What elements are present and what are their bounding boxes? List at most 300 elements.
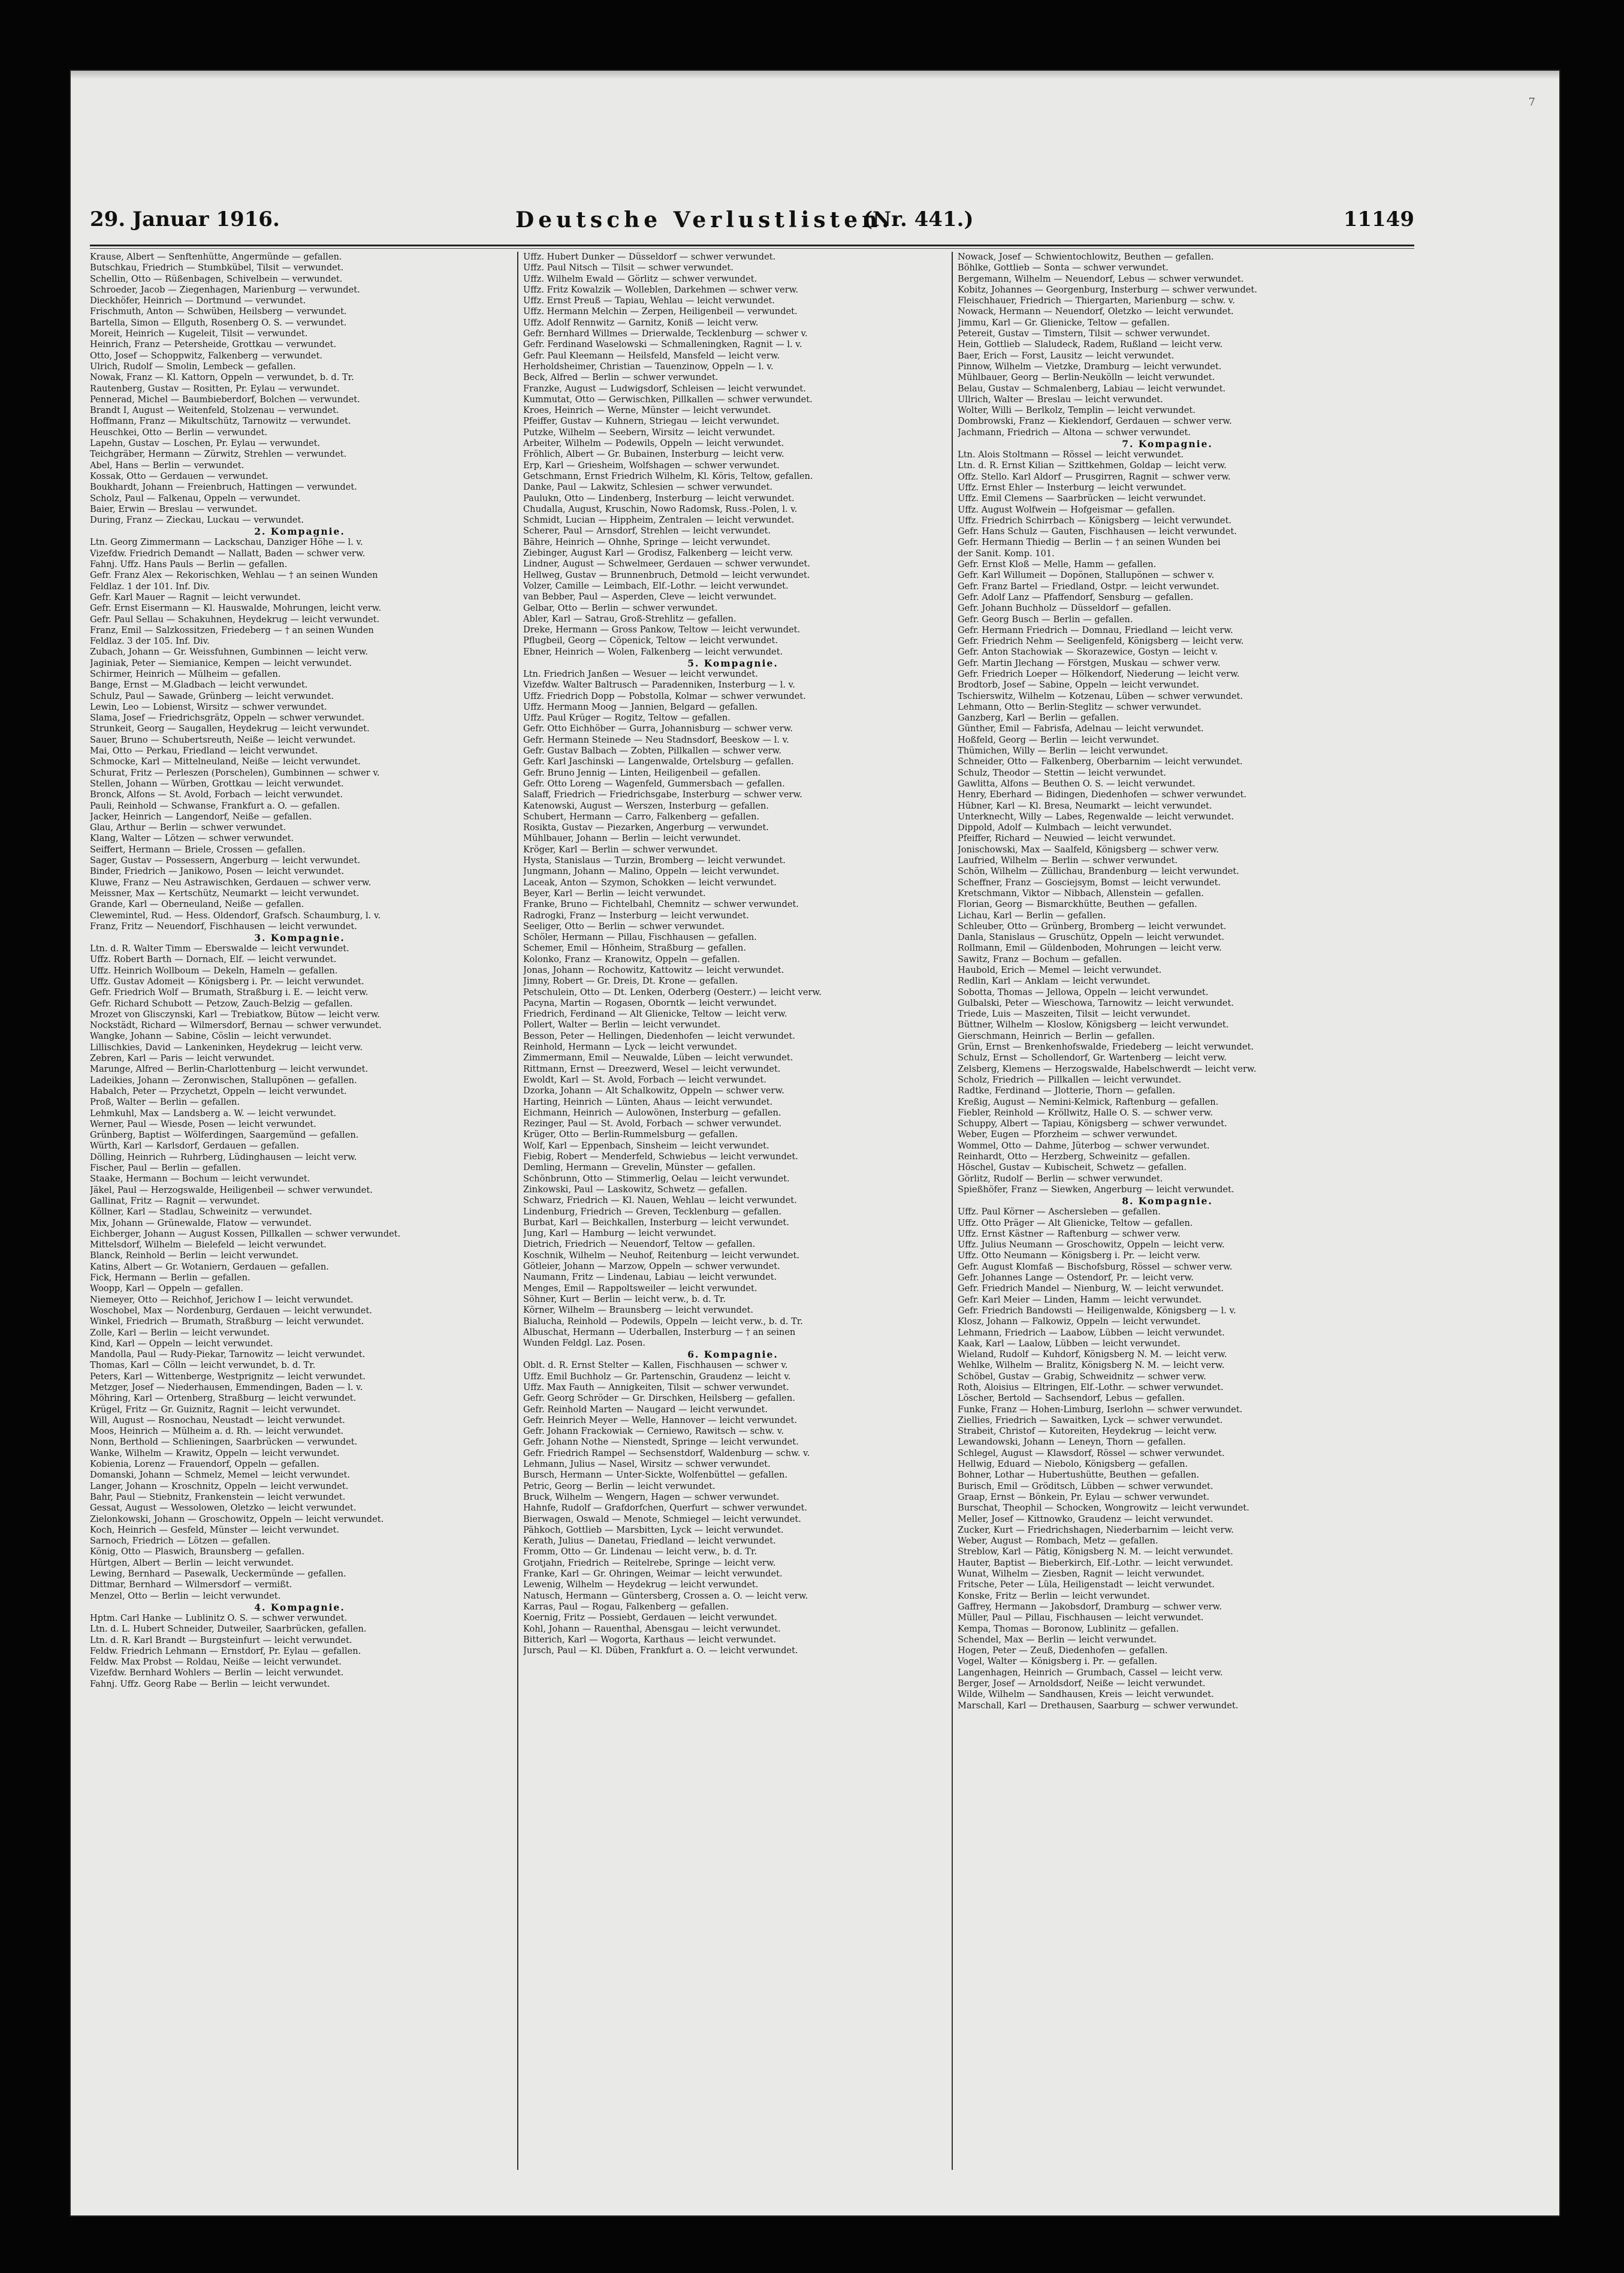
casualty-entry: Gefr. Bernhard Willmes — Drierwalde, Tecklenburg — schwer v.: [523, 328, 808, 339]
casualty-entry: Kroes, Heinrich — Werne, Münster — leicht verwundet.: [523, 405, 771, 416]
casualty-entry: Dölling, Heinrich — Ruhrberg, Lüdinghausen — leicht verw.: [90, 1151, 357, 1162]
company-heading: 6. Kompagnie.: [687, 1349, 778, 1361]
casualty-entry: Brodtorb, Josef — Sabine, Oppeln — leicht verwundet.: [958, 680, 1200, 691]
casualty-entry: Staake, Hermann — Bochum — leicht verwundet.: [90, 1174, 310, 1184]
casualty-entry: Gefr. Ferdinand Waselowski — Schmalleningken, Ragnit — l. v.: [523, 339, 802, 350]
casualty-entry: Schwarz, Friedrich — Kl. Nauen, Wehlau — leicht verwundet.: [523, 1195, 797, 1206]
casualty-entry: Mittelsdorf, Wilhelm — Bielefeld — leicht verwundet.: [90, 1240, 327, 1250]
casualty-entry: Mühlbauer, Johann — Berlin — leicht verwundet.: [523, 833, 741, 844]
casualty-entry: Pähkoch, Gottlieb — Marsbitten, Lyck — leicht verwundet.: [523, 1524, 784, 1535]
casualty-entry: Mrozet von Glisczynski, Karl — Trebiatkow, Bütow — leicht verw.: [90, 1009, 381, 1020]
casualty-entry: Uffz. Fritz Kowalzik — Wolleblen, Darkehmen — schwer verw.: [523, 284, 798, 295]
casualty-entry: Baer, Erich — Forst, Lausitz — leicht verwundet.: [958, 350, 1175, 361]
casualty-entry: Burisch, Emil — Gröditsch, Lübben — schwer verwundet.: [958, 1481, 1214, 1491]
casualty-entry: Böhlke, Gottlieb — Sonta — schwer verwundet.: [958, 263, 1169, 273]
casualty-entry: Bergemann, Wilhelm — Neuendorf, Lebus — schwer verwundet.: [958, 273, 1244, 284]
casualty-entry: Eichmann, Heinrich — Aulowönen, Insterburg — gefallen.: [523, 1107, 781, 1118]
casualty-entry: Ltn. Georg Zimmermann — Lackschau, Danziger Höhe — l. v.: [90, 537, 363, 548]
casualty-entry: Berger, Josef — Arnoldsdorf, Neiße — leicht verwundet.: [958, 1678, 1206, 1689]
casualty-entry: Harting, Heinrich — Lünten, Ahaus — leicht verwundet.: [523, 1096, 773, 1107]
casualty-entry: Hellwig, Eduard — Niebolo, Königsberg — gefallen.: [958, 1459, 1188, 1470]
casualty-entry: Dieckhöfer, Heinrich — Dortmund — verwundet.: [90, 296, 306, 306]
casualty-entry: Langer, Johann — Kroschnitz, Oppeln — leicht verwundet.: [90, 1481, 349, 1491]
casualty-entry: Uffz. Julius Neumann — Groschowitz, Oppeln — leicht verw.: [958, 1240, 1225, 1250]
casualty-entry: Fromm, Otto — Gr. Lindenau — leicht verw., b. d. Tr.: [523, 1547, 757, 1557]
casualty-entry: Graap, Ernst — Bönkein, Pr. Eylau — schwer verwundet.: [958, 1491, 1210, 1502]
casualty-entry: Schöbel, Gustav — Grabig, Schweidnitz — schwer verw.: [958, 1371, 1206, 1382]
casualty-entry: Gallinat, Fritz — Ragnit — verwundet.: [90, 1195, 260, 1206]
casualty-entry: Kohl, Johann — Rauenthal, Abensgau — leicht verwundet.: [523, 1623, 781, 1634]
casualty-entry: Gefr. Georg Schröder — Gr. Dirschken, Heilsberg — gefallen.: [523, 1393, 795, 1404]
casualty-entry: Uffz. Max Fauth — Annigkeiten, Tilsit — schwer verwundet.: [523, 1382, 789, 1392]
casualty-entry: Kretschmann, Viktor — Nibbach, Allenstein — gefallen.: [958, 888, 1204, 899]
casualty-entry: Gefr. Hermann Steinede — Neu Stadnsdorf, Beeskow — l. v.: [523, 734, 789, 745]
casualty-entry: Dittmar, Bernhard — Wilmersdorf — vermißt.: [90, 1579, 292, 1590]
casualty-entry: Strabeit, Christof — Kutoreiten, Heydekrug — leicht verw.: [958, 1426, 1217, 1437]
casualty-entry: Hellweg, Gustav — Brunnenbruch, Detmold — leicht verwundet.: [523, 569, 810, 580]
casualty-entry: Domanski, Johann — Schmelz, Memel — leicht verwundet.: [90, 1470, 351, 1481]
casualty-entry: Jungmann, Johann — Malino, Oppeln — leicht verwundet.: [523, 866, 780, 877]
casualty-entry: Uffz. Adolf Rennwitz — Garnitz, Koniß — leicht verw.: [523, 317, 759, 328]
casualty-entry: Vogel, Walter — Königsberg i. Pr. — gefallen.: [958, 1656, 1158, 1667]
casualty-entry: Baier, Erwin — Breslau — verwundet.: [90, 504, 258, 514]
casualty-entry: Pacyna, Martin — Rogasen, Oborntk — leicht verwundet.: [523, 997, 777, 1008]
casualty-entry: Putzke, Wilhelm — Seebern, Wirsitz — leicht verwundet.: [523, 427, 775, 438]
casualty-entry: Naumann, Fritz — Lindenau, Labiau — leicht verwundet.: [523, 1272, 777, 1283]
casualty-entry: Köllner, Karl — Stadlau, Schweinitz — verwundet.: [90, 1207, 312, 1217]
casualty-entry: Ltn. Friedrich Janßen — Wesuer — leicht verwundet.: [523, 668, 758, 679]
casualty-entry: Gefr. Anton Stachowiak — Skorazewice, Gostyn — leicht v.: [958, 647, 1218, 658]
casualty-entry: Uffz. Otto Neumann — Königsberg i. Pr. — leicht verw.: [958, 1250, 1200, 1261]
casualty-entry: Eichberger, Johann — August Kossen, Pillkallen — schwer verwundet.: [90, 1228, 401, 1239]
header-rule: [90, 245, 1414, 246]
casualty-entry: Lichau, Karl — Berlin — gefallen.: [958, 910, 1106, 921]
casualty-entry: Lewenig, Wilhelm — Heydekrug — leicht verwundet.: [523, 1579, 759, 1590]
casualty-entry: Proß, Walter — Berlin — gefallen.: [90, 1097, 240, 1108]
casualty-entry: Streblow, Karl — Pätig, Königsberg N. M. — leicht verwundet.: [958, 1547, 1233, 1557]
casualty-entry: Pennerad, Michel — Baumbieberdorf, Bolchen — verwundet.: [90, 394, 360, 405]
casualty-entry: Gefr. Friedrich Nehm — Seeligenfeld, Königsberg — leicht verw.: [958, 636, 1244, 647]
casualty-entry: Lewin, Leo — Lobienst, Wirsitz — schwer verwundet.: [90, 701, 327, 712]
column-3: [958, 252, 1377, 2158]
casualty-entry: Jursch, Paul — Kl. Düben, Frankfurt a. O. — leicht verwundet.: [523, 1645, 798, 1656]
casualty-entry: Lapehn, Gustav — Loschen, Pr. Eylau — verwundet.: [90, 438, 321, 449]
casualty-entry: Jonas, Johann — Rochowitz, Kattowitz — leicht verwundet.: [523, 965, 784, 975]
casualty-entry: Gefr. Heinrich Meyer — Welle, Hannover — leicht verwundet.: [523, 1415, 798, 1425]
casualty-entry: Lehmann, Friedrich — Laabow, Lübben — leicht verwundet.: [958, 1327, 1225, 1338]
casualty-entry: Görlitz, Rudolf — Berlin — schwer verwundet.: [958, 1173, 1163, 1184]
casualty-entry: König, Otto — Plaswich, Braunsberg — gefallen.: [90, 1547, 304, 1557]
casualty-entry: der Sanit. Komp. 101.: [958, 548, 1055, 559]
casualty-entry: Ganzberg, Karl — Berlin — gefallen.: [958, 713, 1119, 723]
casualty-entry: Kobienia, Lorenz — Frauendorf, Oppeln — gefallen.: [90, 1459, 319, 1470]
casualty-entry: Franke, Karl — Gr. Ohringen, Weimar — leicht verwundet.: [523, 1569, 783, 1579]
casualty-entry: Franzke, August — Ludwigsdorf, Schleisen — leicht verwundet.: [523, 383, 806, 394]
casualty-entry: Petric, Georg — Berlin — leicht verwundet.: [523, 1481, 716, 1491]
casualty-entry: During, Franz — Zieckau, Luckau — verwundet.: [90, 515, 304, 526]
casualty-entry: Bitterich, Karl — Wogorta, Karthaus — leicht verwundet.: [523, 1634, 777, 1645]
casualty-entry: Gelbar, Otto — Berlin — schwer verwundet.: [523, 602, 718, 613]
casualty-entry: Ltn. d. R. Karl Brandt — Burgsteinfurt — leicht verwundet.: [90, 1635, 352, 1645]
casualty-entry: Redlin, Karl — Anklam — leicht verwundet.: [958, 976, 1151, 987]
casualty-entry: Fleischhauer, Friedrich — Thiergarten, Marienburg — schw. v.: [958, 296, 1235, 306]
casualty-entry: Pflugbeil, Georg — Cöpenick, Teltow — leicht verwundet.: [523, 635, 778, 646]
column-divider: [952, 252, 953, 2170]
casualty-entry: Bruck, Wilhelm — Wengern, Hagen — schwer verwundet.: [523, 1491, 780, 1502]
casualty-entry: Wunden Feldgl. Laz. Posen.: [523, 1338, 646, 1349]
casualty-entry: Rosikta, Gustav — Piezarken, Angerburg — verwundet.: [523, 822, 769, 833]
casualty-entry: Feldw. Friedrich Lehmann — Ernstdorf, Pr. Eylau — gefallen.: [90, 1645, 361, 1656]
casualty-entry: Bierwagen, Oswald — Menote, Schmiegel — leicht verwundet.: [523, 1514, 801, 1524]
casualty-entry: Wangke, Johann — Sabine, Cöslin — leicht verwundet.: [90, 1031, 332, 1042]
casualty-entry: Brandt I, August — Weitenfeld, Stolzenau — verwundet.: [90, 405, 339, 416]
casualty-entry: Jaginiak, Peter — Siemianice, Kempen — leicht verwundet.: [90, 658, 352, 668]
casualty-entry: Wilde, Wilhelm — Sandhausen, Kreis — leicht verwundet.: [958, 1689, 1214, 1700]
casualty-entry: Gefr. Hermann Thiedig — Berlin — † an seinen Wunden bei: [958, 537, 1221, 548]
casualty-entry: Koch, Heinrich — Gesfeld, Münster — leicht verwundet.: [90, 1524, 340, 1535]
casualty-entry: Gefr. Franz Alex — Rekorischken, Wehlau — † an seinen Wunden: [90, 570, 378, 581]
casualty-entry: Gefr. Johannes Lange — Ostendorf, Pr. — leicht verw.: [958, 1273, 1194, 1283]
casualty-entry: Krügel, Fritz — Gr. Guiznitz, Ragnit — leicht verwundet.: [90, 1404, 340, 1415]
casualty-entry: Uffz. Robert Barth — Dornach, Elf. — leicht verwundet.: [90, 954, 337, 965]
casualty-entry: Wolf, Karl — Eppenbach, Sinsheim — leicht verwundet.: [523, 1140, 769, 1151]
casualty-entry: Büttner, Wilhelm — Kloslow, Königsberg — leicht verwundet.: [958, 1020, 1229, 1030]
casualty-entry: Laceak, Anton — Szymon, Schokken — leicht verwundet.: [523, 877, 777, 888]
casualty-entry: Ebner, Heinrich — Wolen, Falkenberg — leicht verwundet.: [523, 646, 783, 657]
casualty-entry: Kobitz, Johannes — Georgenburg, Insterburg — schwer verwundet.: [958, 284, 1257, 295]
casualty-entry: Florian, Georg — Bismarckhütte, Beuthen — gefallen.: [958, 899, 1197, 910]
casualty-entry: Nowack, Josef — Schwientochlowitz, Beuthen — gefallen.: [958, 252, 1214, 262]
casualty-entry: Hahnfe, Rudolf — Grafdorfchen, Querfurt — schwer verwundet.: [523, 1503, 808, 1514]
casualty-entry: Salaff, Friedrich — Friedrichsgabe, Insterburg — schwer verw.: [523, 789, 802, 800]
casualty-entry: Kempa, Thomas — Boronow, Lublinitz — gefallen.: [958, 1623, 1179, 1634]
casualty-entry: Scholz, Friedrich — Pillkallen — leicht verwundet.: [958, 1074, 1182, 1085]
casualty-entry: Butschkau, Friedrich — Stumbkübel, Tilsit — verwundet.: [90, 263, 344, 273]
casualty-entry: Strunkeit, Georg — Saugallen, Heydekrug — leicht verwundet.: [90, 723, 370, 734]
casualty-entry: Uffz. Gustav Adomeit — Königsberg i. Pr. — leicht verwundet.: [90, 976, 364, 987]
casualty-entry: Uffz. August Wolfwein — Hofgeismar — gefallen.: [958, 504, 1175, 515]
casualty-entry: Herholdsheimer, Christian — Tauenzinow, Oppeln — l. v.: [523, 361, 774, 372]
casualty-entry: Nowak, Franz — Kl. Kattorn, Oppeln — verwundet, b. d. Tr.: [90, 372, 354, 383]
casualty-entry: Kossak, Otto — Gerdauen — verwundet.: [90, 471, 268, 481]
casualty-entry: Kummutat, Otto — Gerwischken, Pillkallen — schwer verwundet.: [523, 394, 813, 405]
casualty-entry: Thümichen, Willy — Berlin — leicht verwundet.: [958, 746, 1169, 756]
header-title: Deutsche Verlustlisten.: [515, 207, 893, 233]
casualty-entry: Schirmer, Heinrich — Mülheim — gefallen.: [90, 668, 281, 679]
casualty-entry: Heinrich, Franz — Petersheide, Grottkau — verwundet.: [90, 339, 337, 350]
casualty-entry: Gefr. Friedrich Bandowsti — Heiligenwalde, Königsberg — l. v.: [958, 1305, 1236, 1316]
company-heading: 2. Kompagnie.: [254, 526, 345, 538]
casualty-entry: Gefr. August Klomfaß — Bischofsburg, Rössel — schwer verw.: [958, 1261, 1233, 1272]
casualty-entry: Jachmann, Friedrich — Altona — schwer verwundet.: [958, 427, 1191, 438]
casualty-entry: Söhner, Kurt — Berlin — leicht verw., b. d. Tr.: [523, 1294, 726, 1304]
column-1: [90, 252, 509, 2158]
casualty-entry: Lewandowski, Johann — Leneyn, Thorn — gefallen.: [958, 1437, 1186, 1448]
casualty-entry: Zebren, Karl — Paris — leicht verwundet.: [90, 1053, 275, 1064]
casualty-entry: Franz, Fritz — Neuendorf, Fischhausen — leicht verwundet.: [90, 921, 357, 931]
header-page-number: 11149: [1343, 207, 1414, 231]
casualty-entry: Jimny, Robert — Gr. Dreis, Dt. Krone — gefallen.: [523, 976, 738, 987]
newspaper-page: [71, 71, 1559, 2215]
casualty-entry: Schleuber, Otto — Grünberg, Bromberg — leicht verwundet.: [958, 921, 1227, 931]
casualty-entry: Jimmu, Karl — Gr. Glienicke, Teltow — gefallen.: [958, 317, 1170, 328]
casualty-entry: Zielonkowski, Johann — Groschowitz, Oppeln — leicht verwundet.: [90, 1514, 384, 1524]
casualty-entry: Ewoldt, Karl — St. Avold, Forbach — leicht verwundet.: [523, 1074, 766, 1085]
casualty-entry: Sawitz, Franz — Bochum — gefallen.: [958, 954, 1122, 964]
casualty-entry: Wanke, Wilhelm — Krawitz, Oppeln — leicht verwundet.: [90, 1448, 340, 1458]
casualty-entry: Gessat, August — Wessolowen, Oletzko — leicht verwundet.: [90, 1503, 357, 1514]
casualty-entry: Menges, Emil — Rappoltsweiler — leicht verwundet.: [523, 1283, 757, 1294]
casualty-entry: Fischer, Paul — Berlin — gefallen.: [90, 1163, 241, 1174]
casualty-entry: Uffz. Hermann Moog — Jannien, Belgard — gefallen.: [523, 701, 758, 712]
casualty-entry: Wommel, Otto — Dahme, Jüterbog — schwer verwundet.: [958, 1140, 1210, 1151]
casualty-entry: Slama, Josef — Friedrichsgrätz, Oppeln — schwer verwundet.: [90, 713, 365, 723]
casualty-entry: Körner, Wilhelm — Braunsberg — leicht verwundet.: [523, 1305, 753, 1316]
casualty-entry: Scholz, Paul — Falkenau, Oppeln — verwundet.: [90, 493, 301, 504]
casualty-entry: Gefr. Adolf Lanz — Pfaffendorf, Sensburg — gefallen.: [958, 592, 1194, 602]
casualty-entry: Moos, Heinrich — Mülheim a. d. Rh. — leicht verwundet.: [90, 1426, 344, 1437]
casualty-entry: Dombrowski, Franz — Kieklendorf, Gerdauen — schwer verw.: [958, 416, 1232, 427]
casualty-entry: Abler, Karl — Satrau, Groß-Strehlitz — gefallen.: [523, 613, 736, 624]
casualty-entry: Uffz. Friedrich Dopp — Pobstolla, Kolmar — schwer verwundet.: [523, 691, 806, 701]
casualty-entry: Pollert, Walter — Berlin — leicht verwundet.: [523, 1020, 721, 1030]
casualty-entry: Triede, Luis — Maszeiten, Tilsit — leicht verwundet.: [958, 1009, 1191, 1020]
casualty-entry: Fritsche, Peter — Lüla, Heiligenstadt — leicht verwundet.: [958, 1579, 1215, 1590]
casualty-entry: Seiffert, Hermann — Briele, Crossen — gefallen.: [90, 844, 306, 855]
scan-edge: [71, 71, 1559, 79]
company-heading: 7. Kompagnie.: [1122, 438, 1213, 450]
casualty-entry: Burbat, Karl — Beichkallen, Insterburg — leicht verwundet.: [523, 1217, 789, 1228]
casualty-entry: Gefr. Friedrich Mandel — Nienburg, W. — leicht verwundet.: [958, 1283, 1224, 1294]
casualty-entry: Gefr. Johann Frackowiak — Cerniewo, Rawitsch — schw. v.: [523, 1426, 784, 1437]
casualty-entry: Nonn, Berthold — Schlieningen, Saarbrücken — verwundet.: [90, 1437, 358, 1448]
casualty-entry: Fiebler, Reinhold — Kröllwitz, Halle O. S. — schwer verw.: [958, 1107, 1213, 1118]
column-divider: [517, 252, 518, 2170]
casualty-entry: Winkel, Friedrich — Brumath, Straßburg — leicht verwundet.: [90, 1316, 364, 1327]
casualty-entry: Demling, Hermann — Grevelin, Münster — gefallen.: [523, 1162, 756, 1173]
casualty-entry: Paulukn, Otto — Lindenberg, Insterburg — leicht verwundet.: [523, 493, 795, 504]
casualty-entry: Nockstädt, Richard — Wilmersdorf, Bernau — schwer verwundet.: [90, 1020, 382, 1031]
casualty-entry: Pinnow, Wilhelm — Vietzke, Dramburg — leicht verwundet.: [958, 361, 1222, 372]
casualty-entry: Bähre, Heinrich — Ohnhe, Springe — leicht verwundet.: [523, 536, 771, 547]
casualty-entry: Schönbrunn, Otto — Stimmerlig, Oelau — leicht verwundet.: [523, 1173, 790, 1184]
casualty-entry: Klosz, Johann — Falkowiz, Oppeln — leicht verwundet.: [958, 1316, 1201, 1327]
casualty-entry: Schlegel, August — Klawsdorf, Rössel — schwer verwundet.: [958, 1448, 1225, 1458]
casualty-entry: Radtke, Ferdinand — Jlotterie, Thorn — gefallen.: [958, 1086, 1176, 1096]
casualty-entry: Feldlaz. 1 der 101. Inf. Div.: [90, 581, 210, 592]
casualty-entry: Gefr. Gustav Balbach — Zobten, Pillkallen — schwer verw.: [523, 746, 782, 756]
casualty-entry: Dietrich, Friedrich — Neuendorf, Teltow — gefallen.: [523, 1239, 756, 1250]
casualty-entry: Woopp, Karl — Oppeln — gefallen.: [90, 1283, 243, 1294]
header-date: 29. Januar 1916.: [90, 207, 280, 231]
casualty-entry: Teichgräber, Hermann — Zürwitz, Strehlen — verwundet.: [90, 449, 347, 460]
casualty-entry: Uffz. Heinrich Wollboum — Dekeln, Hameln — gefallen.: [90, 965, 338, 976]
casualty-entry: Günther, Emil — Fabrisfa, Adelnau — leicht verwundet.: [958, 723, 1204, 734]
company-heading: 8. Kompagnie.: [1122, 1195, 1213, 1207]
casualty-entry: Gefr. Franz Bartel — Friedland, Ostpr. — leicht verwundet.: [958, 581, 1219, 592]
casualty-entry: Habalch, Peter — Przychetzt, Oppeln — leicht verwundet.: [90, 1086, 347, 1096]
casualty-entry: Schön, Wilhelm — Züllichau, Brandenburg — leicht verwundet.: [958, 866, 1239, 877]
casualty-entry: Boukhardt, Johann — Freienbruch, Hattingen — verwundet.: [90, 482, 357, 493]
casualty-entry: Marschall, Karl — Drethausen, Saarburg — schwer verwundet.: [958, 1700, 1239, 1711]
casualty-entry: Gefr. Bruno Jennig — Linten, Heiligenbeil — gefallen.: [523, 767, 761, 778]
casualty-entry: Chudalla, August, Kruschin, Nowo Radomsk, Russ.-Polen, l. v.: [523, 504, 798, 514]
casualty-entry: Friedrich, Ferdinand — Alt Glienicke, Teltow — leicht verw.: [523, 1009, 787, 1020]
casualty-entry: Zolle, Karl — Berlin — leicht verwundet.: [90, 1327, 270, 1338]
casualty-entry: Gefr. Georg Busch — Berlin — gefallen.: [958, 614, 1133, 625]
casualty-entry: Binder, Friedrich — Janikowo, Posen — leicht verwundet.: [90, 866, 345, 877]
casualty-entry: Tschierswitz, Wilhelm — Kotzenau, Lüben — schwer verwundet.: [958, 691, 1243, 701]
casualty-entry: Fahnj. Uffz. Hans Pauls — Berlin — gefallen.: [90, 559, 288, 570]
casualty-entry: Gefr. Johann Buchholz — Düsseldorf — gefallen.: [958, 603, 1172, 614]
casualty-entry: Gefr. Karl Mauer — Ragnit — leicht verwundet.: [90, 592, 301, 602]
casualty-entry: Bahr, Paul — Stiebnitz, Frankenstein — leicht verwundet.: [90, 1491, 346, 1502]
casualty-entry: Gefr. Karl Meier — Linden, Hamm — leicht verwundet.: [958, 1294, 1202, 1305]
casualty-entry: Lehmann, Julius — Nasel, Wirsitz — schwer verwundet.: [523, 1459, 771, 1470]
casualty-entry: Hürtgen, Albert — Berlin — leicht verwundet.: [90, 1557, 294, 1568]
casualty-entry: Vizefdw. Friedrich Demandt — Nallatt, Baden — schwer verw.: [90, 548, 366, 559]
casualty-entry: Bohner, Lothar — Hubertushütte, Beuthen — gefallen.: [958, 1470, 1200, 1481]
casualty-entry: Mühlbauer, Georg — Berlin-Neukölln — leicht verwundet.: [958, 372, 1215, 383]
casualty-entry: Albuschat, Hermann — Uderballen, Insterburg — † an seinen: [523, 1327, 796, 1337]
casualty-entry: Haubold, Erich — Memel — leicht verwundet.: [958, 965, 1162, 975]
casualty-entry: Schuppy, Albert — Tapiau, Königsberg — schwer verwundet.: [958, 1119, 1227, 1129]
casualty-entry: Uffz. Ernst Kästner — Raftenburg — schwer verw.: [958, 1228, 1181, 1239]
casualty-entry: Schellin, Otto — Rüßenbagen, Schivelbein — verwundet.: [90, 273, 343, 284]
casualty-entry: Uffz. Paul Körner — Aschersleben — gefallen.: [958, 1207, 1161, 1217]
casualty-entry: Uffz. Ernst Preuß — Tapiau, Wehlau — leicht verwundet.: [523, 296, 775, 306]
casualty-entry: Rittmann, Ernst — Dreezwerd, Wesel — leicht verwundet.: [523, 1063, 781, 1074]
casualty-entry: Seeliger, Otto — Berlin — schwer verwundet.: [523, 921, 725, 931]
casualty-entry: Hauter, Baptist — Bieberkirch, Elf.-Lothr. — leicht verwundet.: [958, 1557, 1233, 1568]
casualty-entry: Moreit, Heinrich — Kugeleit, Tilsit — verwundet.: [90, 328, 308, 339]
casualty-entry: Bartella, Simon — Ellguth, Rosenberg O. S. — verwundet.: [90, 317, 347, 328]
casualty-entry: Katenowski, August — Werszen, Insterburg — gefallen.: [523, 800, 769, 811]
casualty-entry: Götleier, Johann — Marzow, Oppeln — schwer verwundet.: [523, 1261, 780, 1272]
casualty-entry: Uffz. Hubert Dunker — Düsseldorf — schwer verwundet.: [523, 252, 776, 262]
casualty-entry: Vizefdw. Bernhard Wohlers — Berlin — leicht verwundet.: [90, 1668, 344, 1678]
casualty-entry: Uffz. Emil Buchholz — Gr. Partenschin, Graudenz — leicht v.: [523, 1371, 791, 1382]
casualty-entry: Werner, Paul — Wiesde, Posen — leicht verwundet.: [90, 1119, 316, 1129]
casualty-entry: Volzer, Camille — Leimbach, Elf.-Lothr. — leicht verwundet.: [523, 580, 789, 591]
casualty-entry: Mandolla, Paul — Rudy-Piekar, Tarnowitz — leicht verwundet.: [90, 1349, 366, 1360]
casualty-entry: Hübner, Karl — Kl. Bresa, Neumarkt — leicht verwundet.: [958, 800, 1212, 811]
casualty-entry: Roth, Aloisius — Eltringen, Elf.-Lothr. — schwer verwundet.: [958, 1382, 1224, 1392]
casualty-entry: Niemeyer, Otto — Reichhof, Jerichow I — leicht verwundet.: [90, 1294, 354, 1305]
column-2: [523, 252, 943, 2158]
casualty-entry: Grande, Karl — Oberneuland, Neiße — gefallen.: [90, 899, 304, 910]
casualty-entry: Thomas, Karl — Cölln — leicht verwundet, b. d. Tr.: [90, 1360, 316, 1371]
casualty-entry: Schemer, Emil — Hönheim, Straßburg — gefallen.: [523, 943, 747, 954]
casualty-entry: Radrogki, Franz — Insterburg — leicht verwundet.: [523, 910, 749, 921]
casualty-entry: Sarnoch, Friedrich — Lötzen — gefallen.: [90, 1536, 271, 1547]
casualty-entry: Konske, Fritz — Berlin — leicht verwundet.: [958, 1590, 1150, 1601]
casualty-entry: Langenhagen, Heinrich — Grumbach, Cassel — leicht verw.: [958, 1667, 1223, 1678]
casualty-entry: Erp, Karl — Griesheim, Wolfshagen — schwer verwundet.: [523, 460, 780, 471]
casualty-entry: Fröhlich, Albert — Gr. Bubainen, Insterburg — leicht verw.: [523, 449, 784, 460]
casualty-entry: Mai, Otto — Perkau, Friedland — leicht verwundet.: [90, 746, 318, 756]
casualty-entry: Besson, Peter — Hellingen, Diedenhofen — leicht verwundet.: [523, 1030, 795, 1041]
casualty-entry: Kaak, Karl — Laalow, Lübben — leicht verwundet.: [958, 1338, 1181, 1349]
casualty-entry: Frischmuth, Anton — Schwüben, Heilsberg — verwundet.: [90, 306, 347, 317]
casualty-entry: Mix, Johann — Grünewalde, Flatow — verwundet.: [90, 1217, 312, 1228]
casualty-entry: Hogen, Peter — Zeuß, Diedenhofen — gefallen.: [958, 1645, 1168, 1656]
company-heading: 5. Kompagnie.: [687, 657, 778, 669]
casualty-entry: Gaffrey, Hermann — Jakobsdorf, Dramburg — schwer verw.: [958, 1601, 1222, 1612]
casualty-entry: Sauer, Bruno — Schubertsreuth, Neiße — leicht verwundet.: [90, 734, 356, 745]
casualty-entry: Laufried, Wilhelm — Berlin — schwer verwundet.: [958, 855, 1178, 866]
casualty-entry: Ziebinger, August Karl — Grodisz, Falkenberg — leicht verw.: [523, 548, 793, 559]
casualty-entry: Lindenburg, Friedrich — Greven, Tecklenburg — gefallen.: [523, 1206, 782, 1217]
casualty-entry: Otto, Josef — Schoppwitz, Falkenberg — verwundet.: [90, 350, 323, 361]
casualty-entry: Ziellies, Friedrich — Sawaitken, Lyck — schwer verwundet.: [958, 1415, 1223, 1425]
casualty-entry: Gefr. Karl Willumeit — Dopönen, Stallupönen — schwer v.: [958, 570, 1215, 581]
casualty-entry: Metzger, Josef — Niederhausen, Emmendingen, Baden — l. v.: [90, 1382, 363, 1392]
casualty-entry: Menzel, Otto — Berlin — leicht verwundet.: [90, 1590, 281, 1601]
casualty-entry: Hptm. Carl Hanke — Lublinitz O. S. — schwer verwundet.: [90, 1612, 348, 1623]
casualty-entry: Schöler, Hermann — Pillau, Fischhausen — gefallen.: [523, 932, 757, 943]
casualty-entry: Gefr. Otto Eichhöber — Gurra, Johannisburg — schwer verw.: [523, 723, 793, 734]
casualty-entry: Grotjahn, Friedrich — Reitelrebe, Springe — leicht verw.: [523, 1557, 776, 1568]
casualty-entry: Fick, Hermann — Berlin — gefallen.: [90, 1273, 250, 1283]
casualty-entry: Scheffner, Franz — Gosciejsym, Bomst — leicht verwundet.: [958, 877, 1221, 888]
casualty-entry: Krause, Albert — Senftenhütte, Angermünde — gefallen.: [90, 252, 342, 262]
casualty-entry: Wieland, Rudolf — Kuhdorf, Königsberg N. M. — leicht verw.: [958, 1349, 1227, 1360]
casualty-entry: Petereit, Gustav — Timstern, Tilsit — schwer verwundet.: [958, 328, 1211, 339]
casualty-entry: Clewemintel, Rud. — Hess. Oldendorf, Grafsch. Schaumburg, l. v.: [90, 910, 381, 921]
casualty-entry: Pfeiffer, Richard — Neuwied — leicht verwundet.: [958, 833, 1176, 844]
casualty-entry: Pauli, Reinhold — Schwanse, Frankfurt a. O. — gefallen.: [90, 800, 340, 811]
casualty-entry: Katins, Albert — Gr. Wotaniern, Gerdauen — gefallen.: [90, 1261, 329, 1272]
header-issue: (Nr. 441.): [863, 207, 974, 231]
casualty-entry: Schubert, Hermann — Carro, Falkenberg — gefallen.: [523, 811, 760, 822]
casualty-entry: Meissner, Max — Kertschütz, Neumarkt — leicht verwundet.: [90, 888, 360, 899]
casualty-entry: Unterknecht, Willy — Labes, Regenwalde — leicht verwundet.: [958, 811, 1234, 822]
casualty-entry: Beck, Alfred — Berlin — schwer verwundet.: [523, 372, 719, 383]
casualty-entry: Glau, Arthur — Berlin — schwer verwundet.: [90, 822, 286, 833]
casualty-entry: Müller, Paul — Pillau, Fischhausen — leicht verwundet.: [958, 1612, 1204, 1623]
casualty-entry: Bronck, Alfons — St. Avold, Forbach — leicht verwundet.: [90, 789, 343, 800]
casualty-entry: Krüger, Otto — Berlin-Rummelsburg — gefallen.: [523, 1129, 738, 1140]
casualty-entry: Zimmermann, Emil — Neuwalde, Lüben — leicht verwundet.: [523, 1053, 793, 1063]
casualty-entry: Ltn. d. R. Ernst Kilian — Szittkehmen, Goldap — leicht verw.: [958, 460, 1227, 471]
casualty-entry: Petschulein, Otto — Dt. Lenken, Oderberg (Oesterr.) — leicht verw.: [523, 987, 822, 997]
casualty-entry: Uffz. Ernst Ehler — Insterburg — leicht verwundet.: [958, 482, 1187, 493]
casualty-entry: Kind, Karl — Oppeln — leicht verwundet.: [90, 1338, 273, 1349]
casualty-entry: Kreßig, August — Nemini-Kelmick, Raftenburg — gefallen.: [958, 1096, 1219, 1107]
casualty-entry: Zubach, Johann — Gr. Weissfuhnen, Gumbinnen — leicht verw.: [90, 647, 369, 658]
casualty-entry: Dippold, Adolf — Kulmbach — leicht verwundet.: [958, 822, 1172, 833]
casualty-entry: Scherer, Paul — Arnsdorf, Strehlen — leicht verwundet.: [523, 526, 771, 536]
casualty-entry: Uffz. Paul Nitsch — Tilsit — schwer verwundet.: [523, 263, 733, 273]
casualty-entry: Gefr. Friedrich Wolf — Brumath, Straßburg i. E. — leicht verw.: [90, 987, 369, 998]
casualty-entry: Schulz, Paul — Sawade, Grünberg — leicht verwundet.: [90, 691, 334, 701]
casualty-entry: Kerath, Julius — Danetau, Friedland — leicht verwundet.: [523, 1536, 776, 1547]
casualty-entry: Reinhold, Hermann — Lyck — leicht verwundet.: [523, 1042, 737, 1053]
casualty-entry: Schulz, Ernst — Schollendorf, Gr. Wartenberg — leicht verw.: [958, 1053, 1227, 1063]
casualty-entry: Nowack, Hermann — Neuendorf, Oletzko — leicht verwundet.: [958, 306, 1234, 317]
casualty-entry: Heuschkei, Otto — Berlin — verwundet.: [90, 427, 268, 438]
casualty-entry: Ullrich, Walter — Breslau — leicht verwundet.: [958, 394, 1163, 405]
casualty-entry: Grünberg, Baptist — Wölferdingen, Saargemünd — gefallen.: [90, 1130, 359, 1141]
casualty-entry: Gulbalski, Peter — Wieschowa, Tarnowitz — leicht verwundet.: [958, 997, 1234, 1008]
casualty-entry: Abel, Hans — Berlin — verwundet.: [90, 460, 244, 471]
corner-mark: 7: [1528, 96, 1535, 108]
casualty-entry: Zelsberg, Klemens — Herzogswalde, Habelschwerdt — leicht verw.: [958, 1063, 1257, 1074]
casualty-entry: Beyer, Karl — Berlin — leicht verwundet.: [523, 888, 706, 899]
casualty-entry: Gefr. Otto Loreng — Wagenfeld, Gummersbach — gefallen.: [523, 778, 785, 789]
casualty-entry: Franz, Emil — Salzkossitzen, Friedeberg — † an seinen Wunden: [90, 625, 374, 635]
